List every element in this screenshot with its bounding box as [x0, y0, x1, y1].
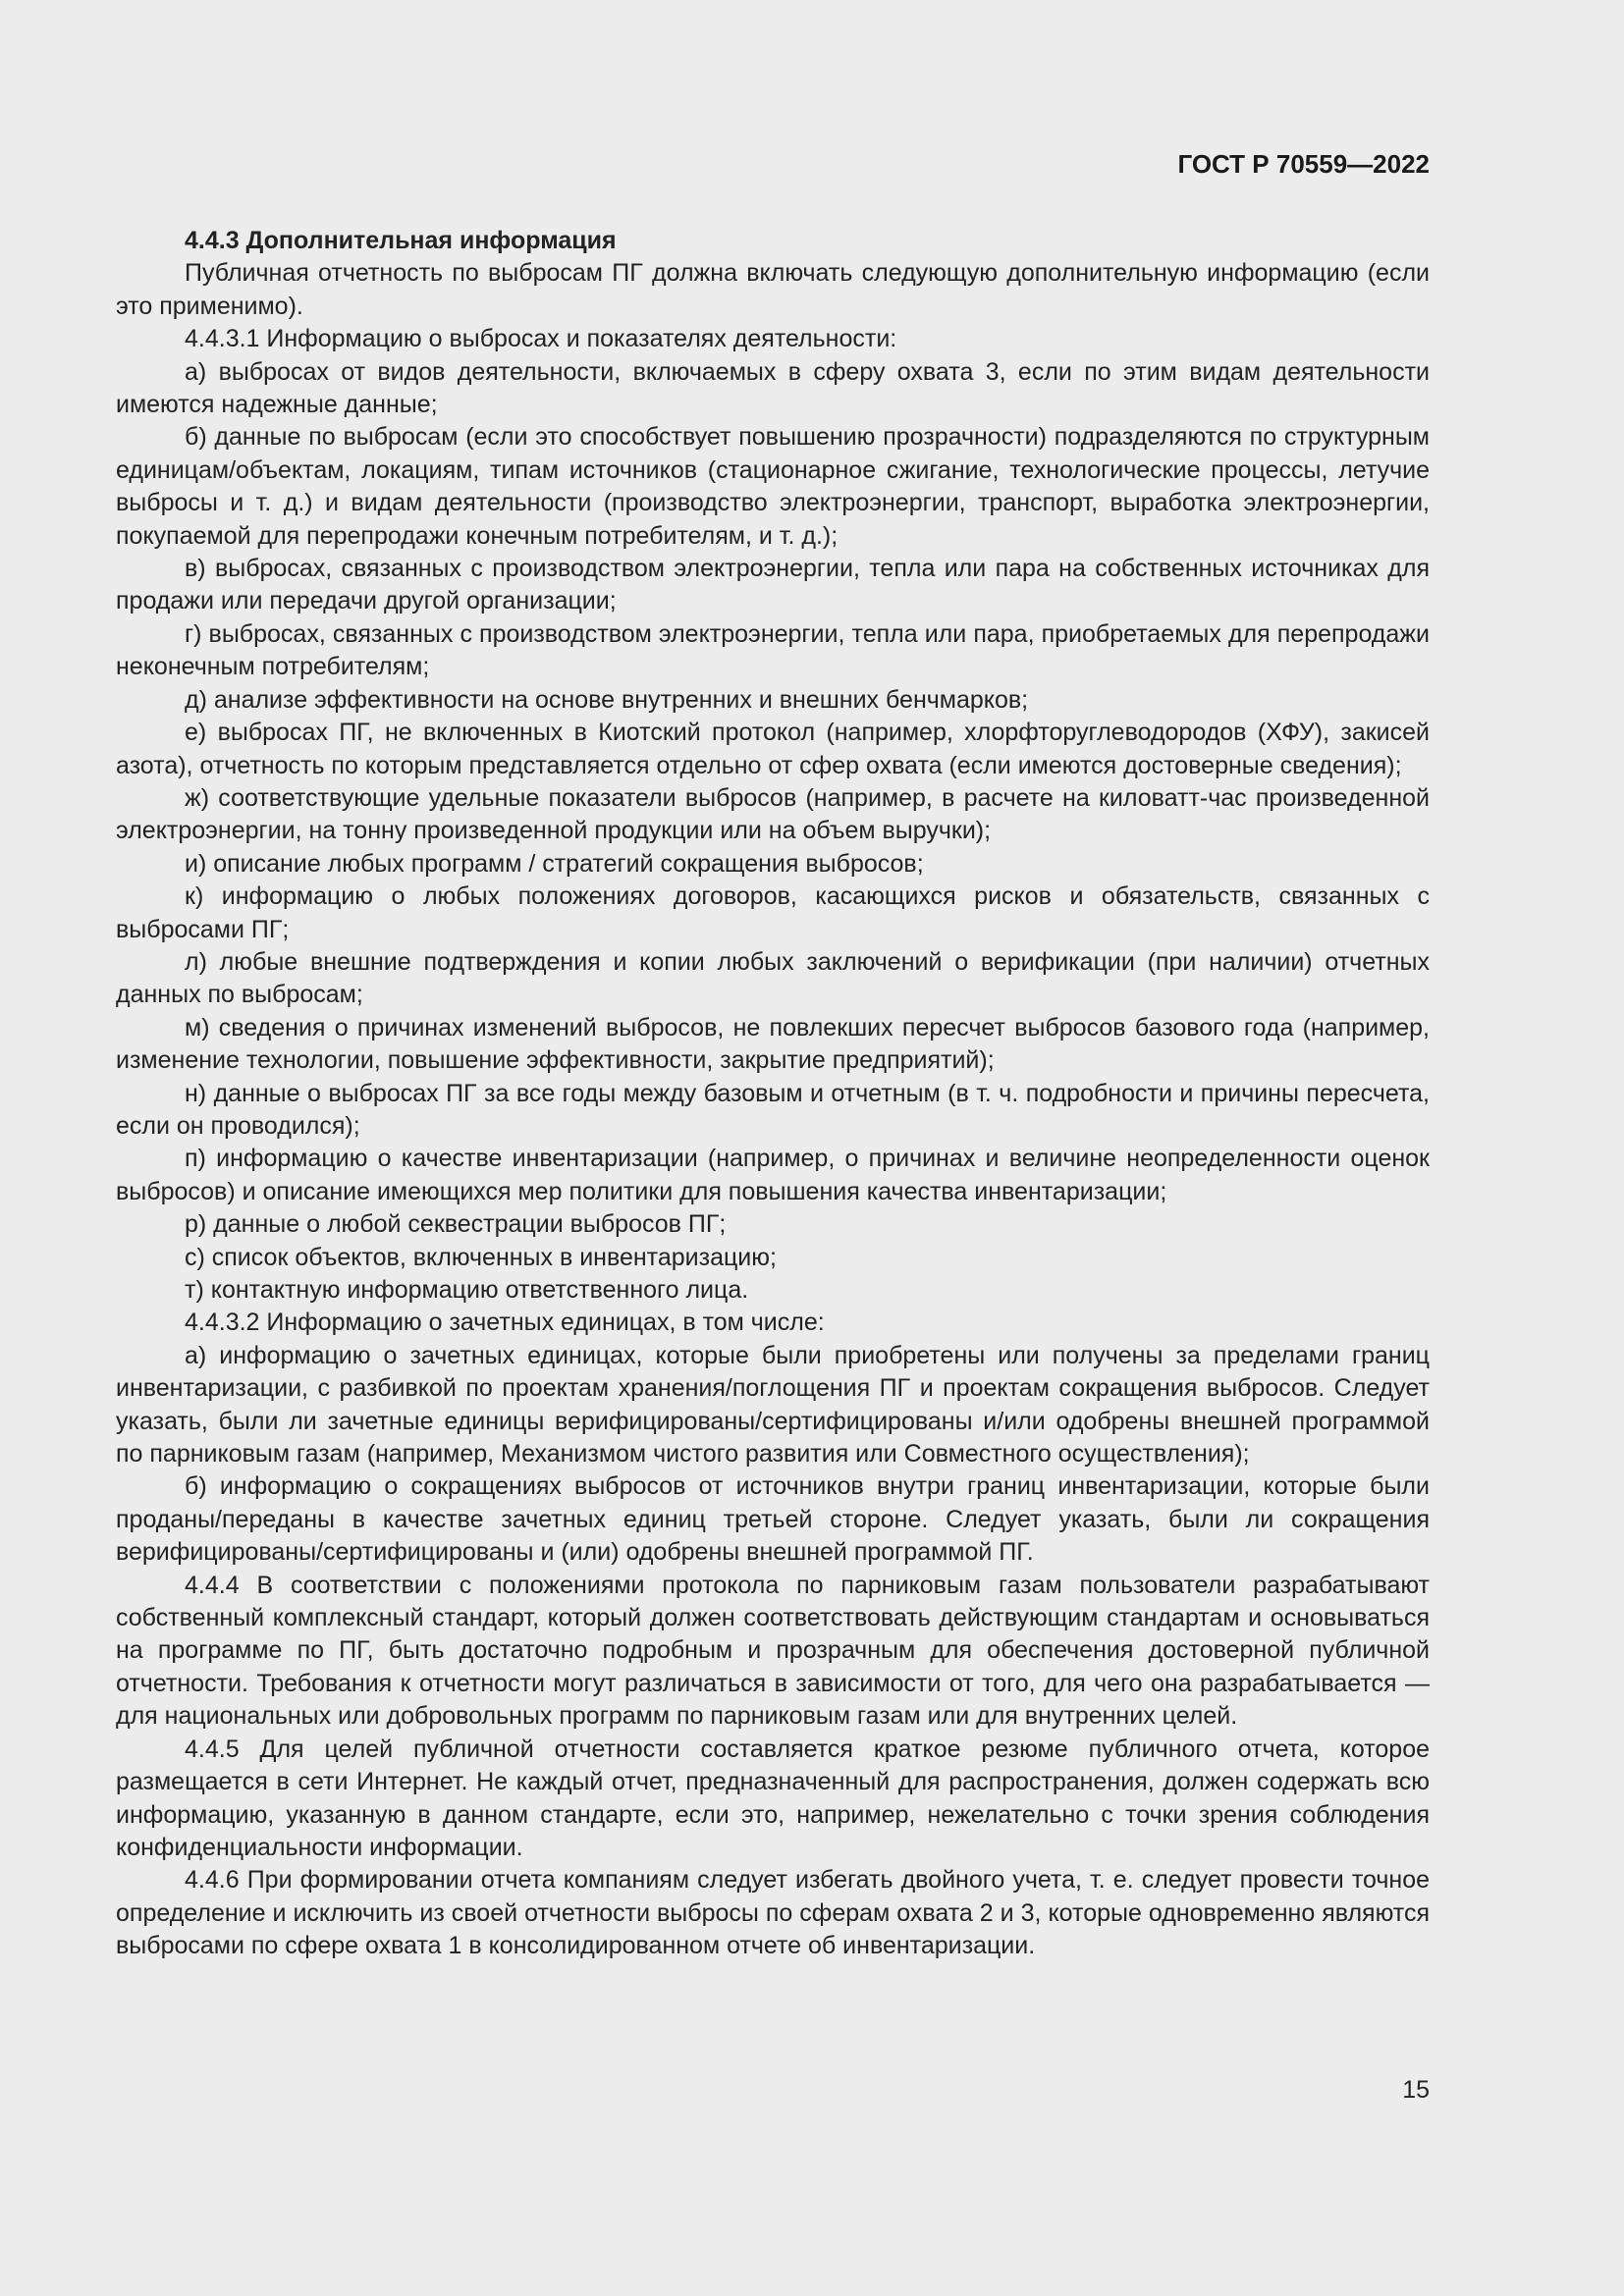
- page-number: 15: [1402, 2076, 1430, 2104]
- document-body: [116, 225, 1430, 1963]
- list-item-b: б) данные по выбросам (если это способствует повышению прозрачности) подразделяются по структурным единицам/объектам, локациям, типам источников (стационарное сжигание, технологические процессы, летучие выбросы и т. д.) и видам деятельности (производство электроэнергии, транспорт, выработка электроэнергии, покупаемой для перепродажи конечным потребителям, и т. д.);: [116, 423, 1430, 550]
- standard-code: ГОСТ Р 70559—2022: [1177, 149, 1430, 179]
- list-item-g: г) выбросах, связанных с производством электроэнергии, тепла или пара, приобретаемых для перепродажи неконечным потребителям;: [116, 619, 1430, 681]
- list-item-d: д) анализе эффективности на основе внутренних и внешних бенчмарков;: [185, 685, 1029, 714]
- list-item-p: п) информацию о качестве инвентаризации (например, о причинах и величине неопределенности оценок выбросов) и описание имеющихся мер политики для повышения качества инвентаризации;: [116, 1145, 1430, 1205]
- paragraph-4-4-5: 4.4.5 Для целей публичной отчетности составляется краткое резюме публичного отчета, которое размещается в сети Интернет. Не каждый отчет, предназначенный для распространения, должен содержать всю информацию, указанную в данном стандарте, если это, например, нежелательно с точки зрения соблюдения конфиденциальности информации.: [116, 1735, 1430, 1861]
- list-item-n: н) данные о выбросах ПГ за все годы между базовым и отчетным (в т. ч. подробности и причины пересчета, если он проводился);: [116, 1079, 1430, 1140]
- list-item-a: а) выбросах от видов деятельности, включаемых в сферу охвата 3, если по этим видам деятельности имеются надежные данные;: [116, 357, 1430, 419]
- paragraph-intro: Публичная отчетность по выбросам ПГ должна включать следующую дополнительную информацию (если это применимо).: [116, 259, 1430, 320]
- list-item-m: м) сведения о причинах изменений выбросов, не повлекших пересчет выбросов базового года (например, изменение технологии, повышение эффективности, закрытие предприятий);: [116, 1013, 1430, 1075]
- section-heading: 4.4.3 Дополнительная информация: [185, 227, 617, 254]
- list-item-zh: ж) соответствующие удельные показатели выбросов (например, в расчете на киловатт-час произведенной электроэнергии, на тонну произведенной продукции или на объем выручки);: [116, 783, 1430, 845]
- list-item-s: с) список объектов, включенных в инвентаризацию;: [185, 1243, 777, 1271]
- list-item-t: т) контактную информацию ответственного лица.: [185, 1276, 749, 1304]
- list-item-a-credits: а) информацию о зачетных единицах, которые были приобретены или получены за пределами границ инвентаризации, с разбивкой по проектам хранения/поглощения ПГ и проектам сокращения выбросов. Следует указать, были ли зачетные единицы верифицированы/сертифицированы и/или одобрены внешней программой по парниковым газам (например, Механизмом чистого развития или Совместного осуществления);: [116, 1341, 1430, 1468]
- paragraph-4-4-4: 4.4.4 В соответствии с положениями протокола по парниковым газам пользователи разрабатывают собственный комплексный стандарт, который должен соответствовать действующим стандартам и основываться на программе по ПГ, быть достаточно подробным и прозрачным для обеспечения достоверной публичной отчетности. Требования к отчетности могут различаться в зависимости от того, для чего она разрабатывается — для национальных или добровольных программ по парниковым газам или для внутренних целей.: [116, 1571, 1430, 1731]
- paragraph-4-4-3-1: 4.4.3.1 Информацию о выбросах и показателях деятельности:: [185, 325, 897, 353]
- paragraph-4-4-3-2: 4.4.3.2 Информацию о зачетных единицах, в том числе:: [185, 1308, 825, 1337]
- list-item-i: и) описание любых программ / стратегий сокращения выбросов;: [185, 849, 924, 878]
- list-item-v: в) выбросах, связанных с производством электроэнергии, тепла или пара на собственных источниках для продажи или передачи другой организации;: [116, 555, 1430, 615]
- list-item-l: л) любые внешние подтверждения и копии любых заключений о верификации (при наличии) отчетных данных по выбросам;: [116, 947, 1430, 1009]
- paragraph-4-4-6: 4.4.6 При формировании отчета компаниям следует избегать двойного учета, т. е. следует провести точное определение и исключить из своей отчетности выбросы по сферам охвата 2 и 3, которые одновременно являются выбросами по сфере охвата 1 в консолидированном отчете об инвентаризации.: [116, 1866, 1430, 1960]
- list-item-b-credits: б) информацию о сокращениях выбросов от источников внутри границ инвентаризации, которые были проданы/переданы в качестве зачетных единиц третьей стороне. Следует указать, были ли сокращения верифицированы/сертифицированы и (или) одобрены внешней программой ПГ.: [116, 1472, 1430, 1567]
- list-item-e: е) выбросах ПГ, не включенных в Киотский протокол (например, хлорфторуглеводородов (ХФУ), закисей азота), отчетность по которым представляется отдельно от сфер охвата (если имеются достоверные сведения);: [116, 719, 1430, 779]
- list-item-r: р) данные о любой секвестрации выбросов ПГ;: [185, 1210, 727, 1239]
- list-item-k: к) информацию о любых положениях договоров, касающихся рисков и обязательств, связанных с выбросами ПГ;: [116, 882, 1430, 943]
